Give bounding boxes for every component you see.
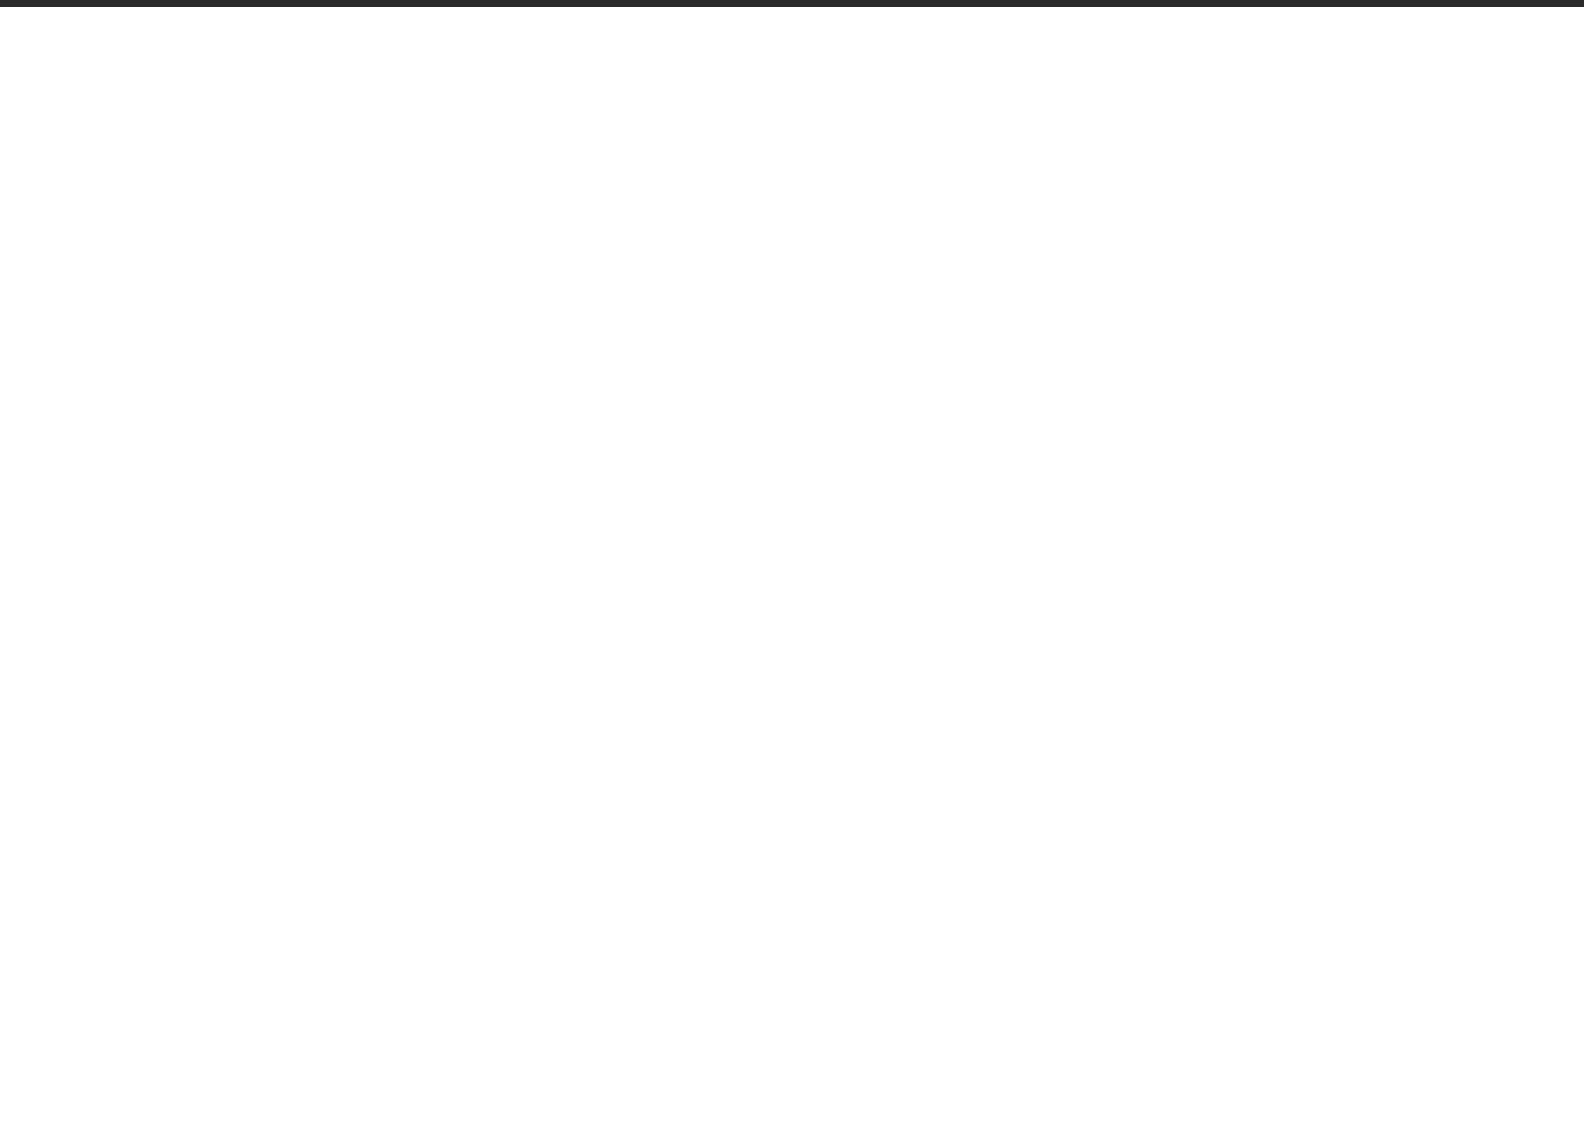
browser-top-bar [0, 0, 1584, 7]
